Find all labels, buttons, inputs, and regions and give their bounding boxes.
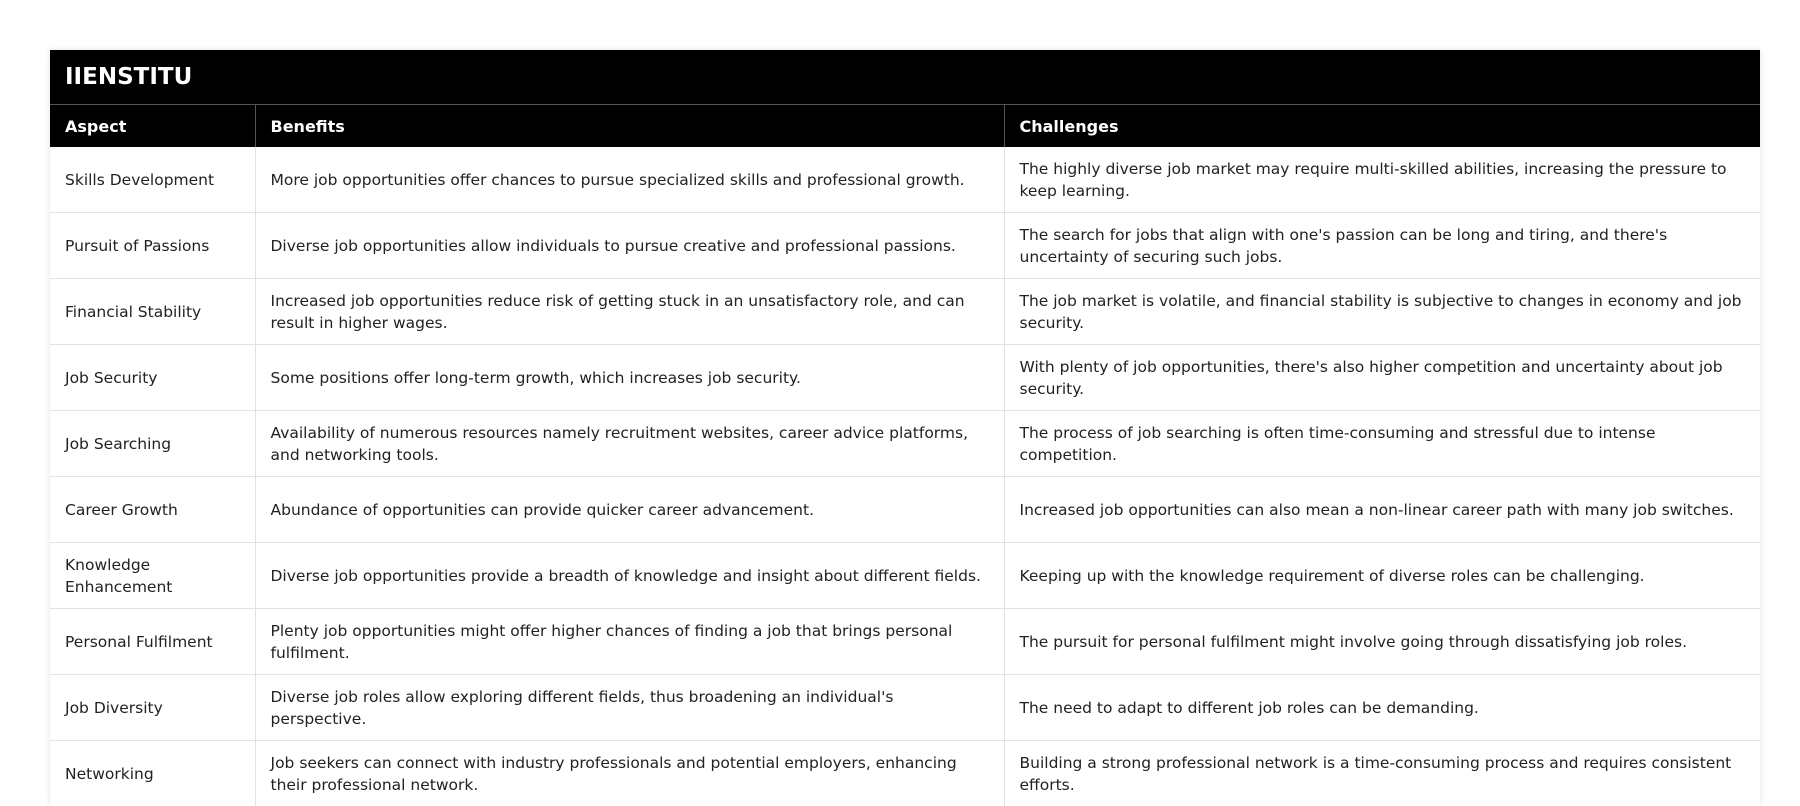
cell-aspect: Knowledge Enhancement <box>50 543 255 609</box>
cell-challenges: Building a strong professional network is a time-consuming process and requires consistent efforts. <box>1004 741 1760 806</box>
cell-benefits: Increased job opportunities reduce risk of getting stuck in an unsatisfactory role, and can result in higher wages. <box>255 279 1004 345</box>
cell-benefits: Diverse job opportunities allow individuals to pursue creative and professional passions. <box>255 213 1004 279</box>
table-row <box>50 543 1760 609</box>
table-header-row <box>50 105 1760 148</box>
cell-challenges: The highly diverse job market may require multi-skilled abilities, increasing the pressure to keep learning. <box>1004 147 1760 213</box>
cell-aspect: Financial Stability <box>50 279 255 345</box>
table-row <box>50 279 1760 345</box>
table-row <box>50 675 1760 741</box>
cell-benefits: Some positions offer long-term growth, which increases job security. <box>255 345 1004 411</box>
table-row <box>50 609 1760 675</box>
cell-challenges: Increased job opportunities can also mean a non-linear career path with many job switches. <box>1004 477 1760 543</box>
cell-aspect: Job Searching <box>50 411 255 477</box>
cell-challenges: Keeping up with the knowledge requirement of diverse roles can be challenging. <box>1004 543 1760 609</box>
cell-aspect: Networking <box>50 741 255 806</box>
cell-aspect: Personal Fulfilment <box>50 609 255 675</box>
comparison-table <box>50 50 1760 806</box>
column-header-aspect: Aspect <box>50 105 255 148</box>
table-title-row <box>50 50 1760 105</box>
cell-aspect: Pursuit of Passions <box>50 213 255 279</box>
cell-benefits: Availability of numerous resources namely recruitment websites, career advice platforms, and networking tools. <box>255 411 1004 477</box>
cell-benefits: Job seekers can connect with industry professionals and potential employers, enhancing their professional network. <box>255 741 1004 806</box>
comparison-table-container <box>50 50 1760 806</box>
table-row <box>50 477 1760 543</box>
cell-aspect: Job Security <box>50 345 255 411</box>
column-header-challenges: Challenges <box>1004 105 1760 148</box>
cell-challenges: The pursuit for personal fulfilment might involve going through dissatisfying job roles. <box>1004 609 1760 675</box>
cell-challenges: The need to adapt to different job roles can be demanding. <box>1004 675 1760 741</box>
cell-benefits: Diverse job opportunities provide a breadth of knowledge and insight about different fields. <box>255 543 1004 609</box>
cell-aspect: Skills Development <box>50 147 255 213</box>
cell-benefits: Diverse job roles allow exploring different fields, thus broadening an individual's perspective. <box>255 675 1004 741</box>
cell-aspect: Job Diversity <box>50 675 255 741</box>
table-row <box>50 147 1760 213</box>
table-row <box>50 345 1760 411</box>
table-row <box>50 213 1760 279</box>
cell-challenges: The job market is volatile, and financial stability is subjective to changes in economy and job security. <box>1004 279 1760 345</box>
cell-challenges: The process of job searching is often time-consuming and stressful due to intense competition. <box>1004 411 1760 477</box>
cell-benefits: Plenty job opportunities might offer higher chances of finding a job that brings personal fulfilment. <box>255 609 1004 675</box>
cell-aspect: Career Growth <box>50 477 255 543</box>
column-header-benefits: Benefits <box>255 105 1004 148</box>
cell-challenges: With plenty of job opportunities, there's also higher competition and uncertainty about job security. <box>1004 345 1760 411</box>
table-row <box>50 741 1760 806</box>
cell-benefits: Abundance of opportunities can provide quicker career advancement. <box>255 477 1004 543</box>
table-title: IIENSTITU <box>50 50 1760 105</box>
cell-challenges: The search for jobs that align with one's passion can be long and tiring, and there's uncertainty of securing such jobs. <box>1004 213 1760 279</box>
cell-benefits: More job opportunities offer chances to pursue specialized skills and professional growth. <box>255 147 1004 213</box>
table-row <box>50 411 1760 477</box>
